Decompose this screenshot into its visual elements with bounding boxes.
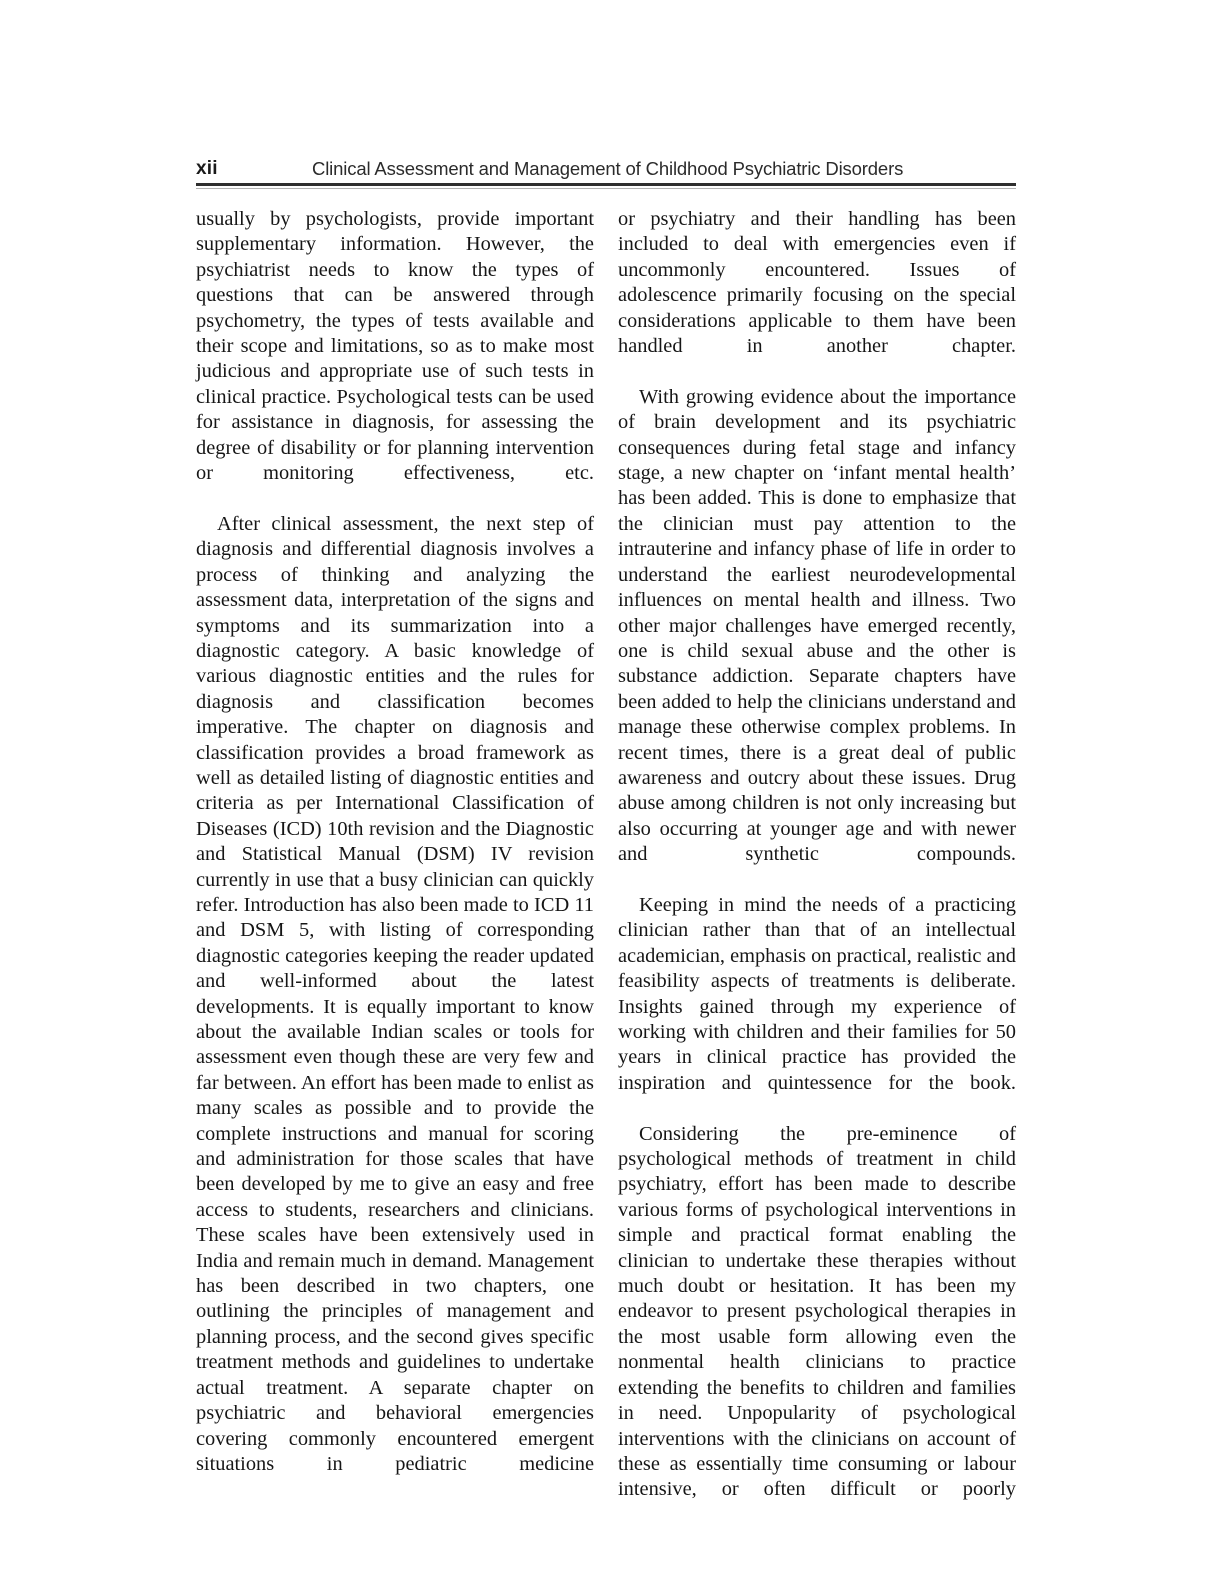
paragraph: Keeping in mind the needs of a practicing clinician rather than that of an intellectual academician, emphasis on practical, realistic and feasibility aspects of treatments is deliberate. Insights gained through my experience of working with children and their families for 50 years in clinical practice has provided the inspiration and quintessence for the book. <box>618 893 1017 1094</box>
running-head <box>196 157 1016 183</box>
body-text-area <box>196 207 1017 1501</box>
column-right <box>618 207 1016 1528</box>
paragraph: With growing evidence about the importance of brain development and its psychiatric consequences during fetal stage and infancy stage, a new chapter on ‘infant mental health’ has been added. This is done to emphasize that the clinician must pay attention to the intrauterine and infancy phase of life in order to understand the earliest neurodevelopmental influences on mental health and illness. Two other major challenges have emerged recently, one is child sexual abuse and the other is substance addiction. Separate chapters have been added to help the clinicians understand and manage these otherwise complex problems. In recent times, there is a great deal of public awareness and outcry about these issues. Drug abuse among children is not only increasing but also occurring at younger age and with newer and synthetic compounds. <box>618 385 1016 866</box>
header-rule <box>196 183 1016 186</box>
page-number: xii <box>196 158 218 179</box>
header-rule-secondary <box>196 188 1016 189</box>
paragraph: usually by psychologists, provide important supplementary information. However, the psychiatrist needs to know the types of questions that can be answered through psychometry, the types of tests available and their scope and limitations, so as to make most judicious and appropriate use of such tests in clinical practice. Psychological tests can be used for assistance in diagnosis, for assessing the degree of disability or for planning intervention or monitoring effectiveness, etc. <box>196 208 594 485</box>
paragraph: Considering the pre-eminence of psychological methods of treatment in child psychiatry, effort has been made to describe various forms of psychological interventions in simple and practical format enabling the clinician to undertake these therapies without much doubt or hesitation. It has been my endeavor to present psychological therapies in the most usable form allowing even the nonmental health clinicians to practice extending the benefits to children and families in need. Unpopularity of psychological interventions with the clinicians on account of these as essentially time consuming or labour intensive, or often difficult or poorly <box>618 1122 1016 1501</box>
paragraph: After clinical assessment, the next step of diagnosis and differential diagnosis involves a process of thinking and analyzing the assessment data, interpretation of the signs and symptoms and its summarization into a diagnostic category. A basic knowledge of various diagnostic entities and the rules for diagnosis and classification becomes imperative. The chapter on diagnosis and classification provides a broad framework as well as detailed listing of diagnostic entities and criteria as per International Classification of Diseases (ICD) 10th revision and the Diagnostic and Statistical Manual (DSM) IV revision currently in use that a busy clinician can quickly refer. Introduction has also been made to ICD 11 and DSM 5, with listing of corresponding diagnostic categories keeping the reader updated and well-informed about the latest developments. It is equally important to know about the available Indian scales or tools for assessment even though these are very few and far between. An effort has been made to enlist as many scales as possible and to provide the complete instructions and manual for scoring and administration for those scales that have been developed by me to give an easy and free access to students, researchers and clinicians. These scales have been extensively used in India and remain much in demand. Management has been described in two chapters, one outlining the principles of management and planning process, and the second gives specific treatment methods and guidelines to undertake actual treatment. A separate chapter on psychiatric and behavioral emergencies covering commonly encountered emergent situations in pediatric medicine <box>196 512 594 1475</box>
paragraph: or psychiatry and their handling has been included to deal with emergencies even if uncommonly encountered. Issues of adolescence primarily focusing on the special considerations applicable to them have been handled in another chapter. <box>618 208 1016 358</box>
running-title: Clinical Assessment and Management of Childhood Psychiatric Disorders <box>312 158 904 179</box>
column-left <box>196 207 594 1503</box>
